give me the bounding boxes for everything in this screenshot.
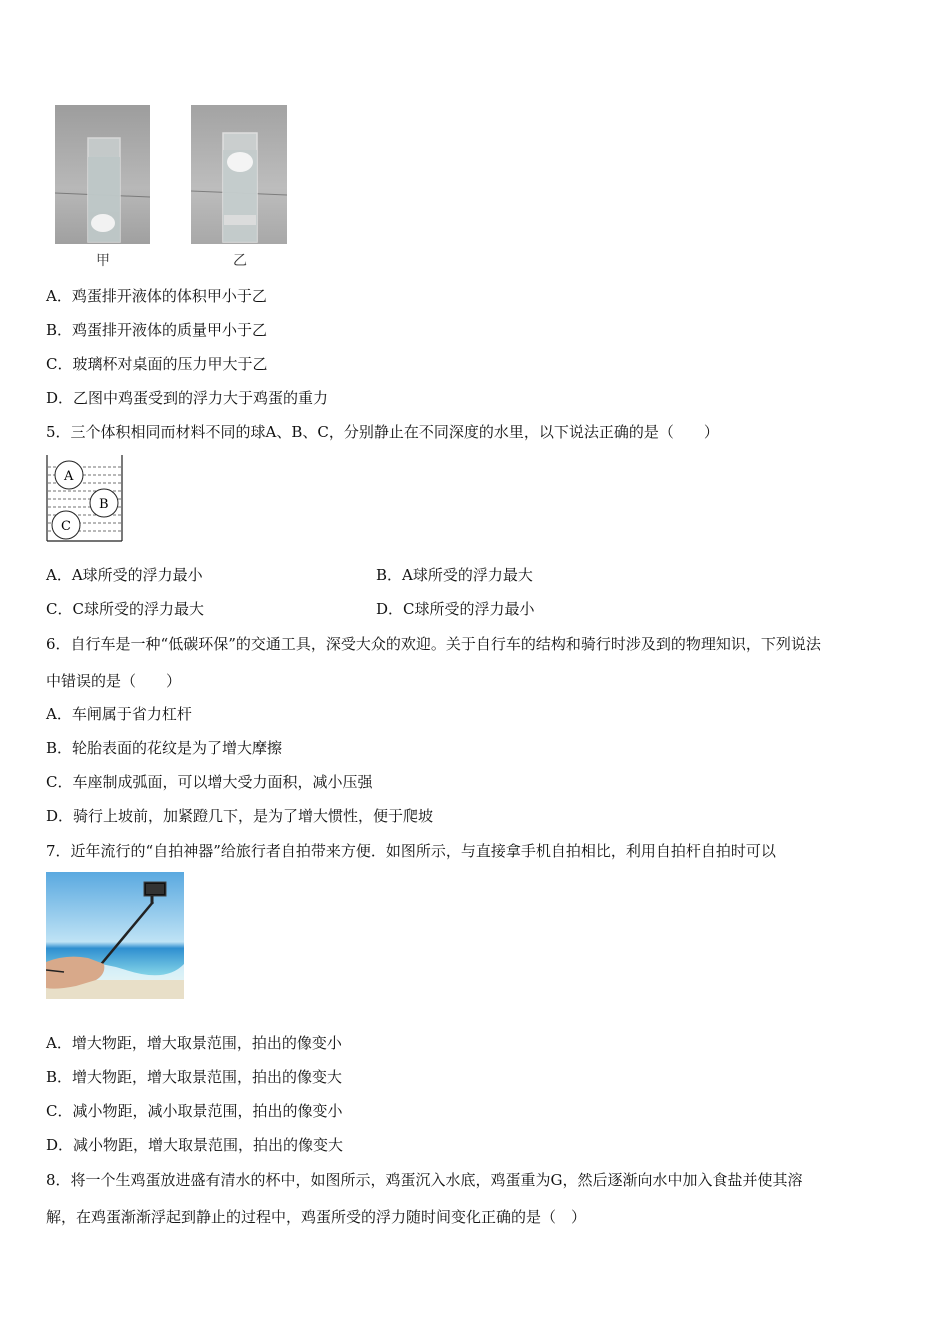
q7-option-a: A．增大物距，增大取景范围，拍出的像变小 [46,1034,342,1052]
q6-option-b: B．轮胎表面的花纹是为了增大摩擦 [46,739,283,757]
ball-label-a: A [64,469,74,484]
glass-jia-drawing [55,105,150,244]
selfie-stick-photo [46,872,184,999]
q5-option-a: A．A球所受的浮力最小 [46,566,203,584]
caption-jia: 甲 [96,253,110,269]
q4-option-a: A．鸡蛋排开液体的体积甲小于乙 [46,287,267,305]
ball-label-c: C [61,519,71,534]
q4-option-d: D．乙图中鸡蛋受到的浮力大于鸡蛋的重力 [46,389,329,407]
q7-stem: 7．近年流行的“自拍神器”给旅行者自拍带来方便．如图所示，与直接拿手机自拍相比，利用自拍杆自拍时可以 [46,842,776,860]
q7-option-c: C．减小物距，减小取景范围，拍出的像变小 [46,1102,343,1120]
q5-option-c: C．C球所受的浮力最大 [46,600,204,618]
q8-stem-line1: 8．将一个生鸡蛋放进盛有清水的杯中，如图所示，鸡蛋沉入水底，鸡蛋重为G，然后逐渐向水中加入食盐并使其溶 [46,1171,803,1189]
q5-option-b: B．A球所受的浮力最大 [376,566,533,584]
q7-option-d: D．减小物距，增大取景范围，拍出的像变大 [46,1136,344,1154]
glass-yi-drawing [191,105,287,244]
q6-option-c: C．车座制成弧面，可以增大受力面积，减小压强 [46,773,373,791]
q5-stem: 5．三个体积相同而材料不同的球A、B、C，分别静止在不同深度的水里，以下说法正确的是（ ） [46,423,719,441]
glass-photo-jia [55,105,150,244]
q8-stem-line2: 解，在鸡蛋渐渐浮起到静止的过程中，鸡蛋所受的浮力随时间变化正确的是（ ） [46,1208,587,1226]
q7-option-b: B．增大物距，增大取景范围，拍出的像变大 [46,1068,343,1086]
q4-option-b: B．鸡蛋排开液体的质量甲小于乙 [46,321,268,339]
q6-stem-line1: 6．自行车是一种“低碳环保”的交通工具，深受大众的欢迎。关于自行车的结构和骑行时涉及到的物理知识，下列说法 [46,635,821,653]
q6-stem-line2: 中错误的是（ ） [46,672,182,690]
q5-option-d: D．C球所受的浮力最小 [376,600,535,618]
q6-option-a: A．车闸属于省力杠杆 [46,705,192,723]
ball-label-b: B [99,497,109,512]
q4-option-c: C．玻璃杯对桌面的压力甲大于乙 [46,355,268,373]
q6-option-d: D．骑行上坡前，加紧蹬几下，是为了增大惯性，便于爬坡 [46,807,434,825]
ball-container-diagram [44,455,128,545]
glass-photo-yi [191,105,287,244]
caption-yi: 乙 [233,253,247,269]
